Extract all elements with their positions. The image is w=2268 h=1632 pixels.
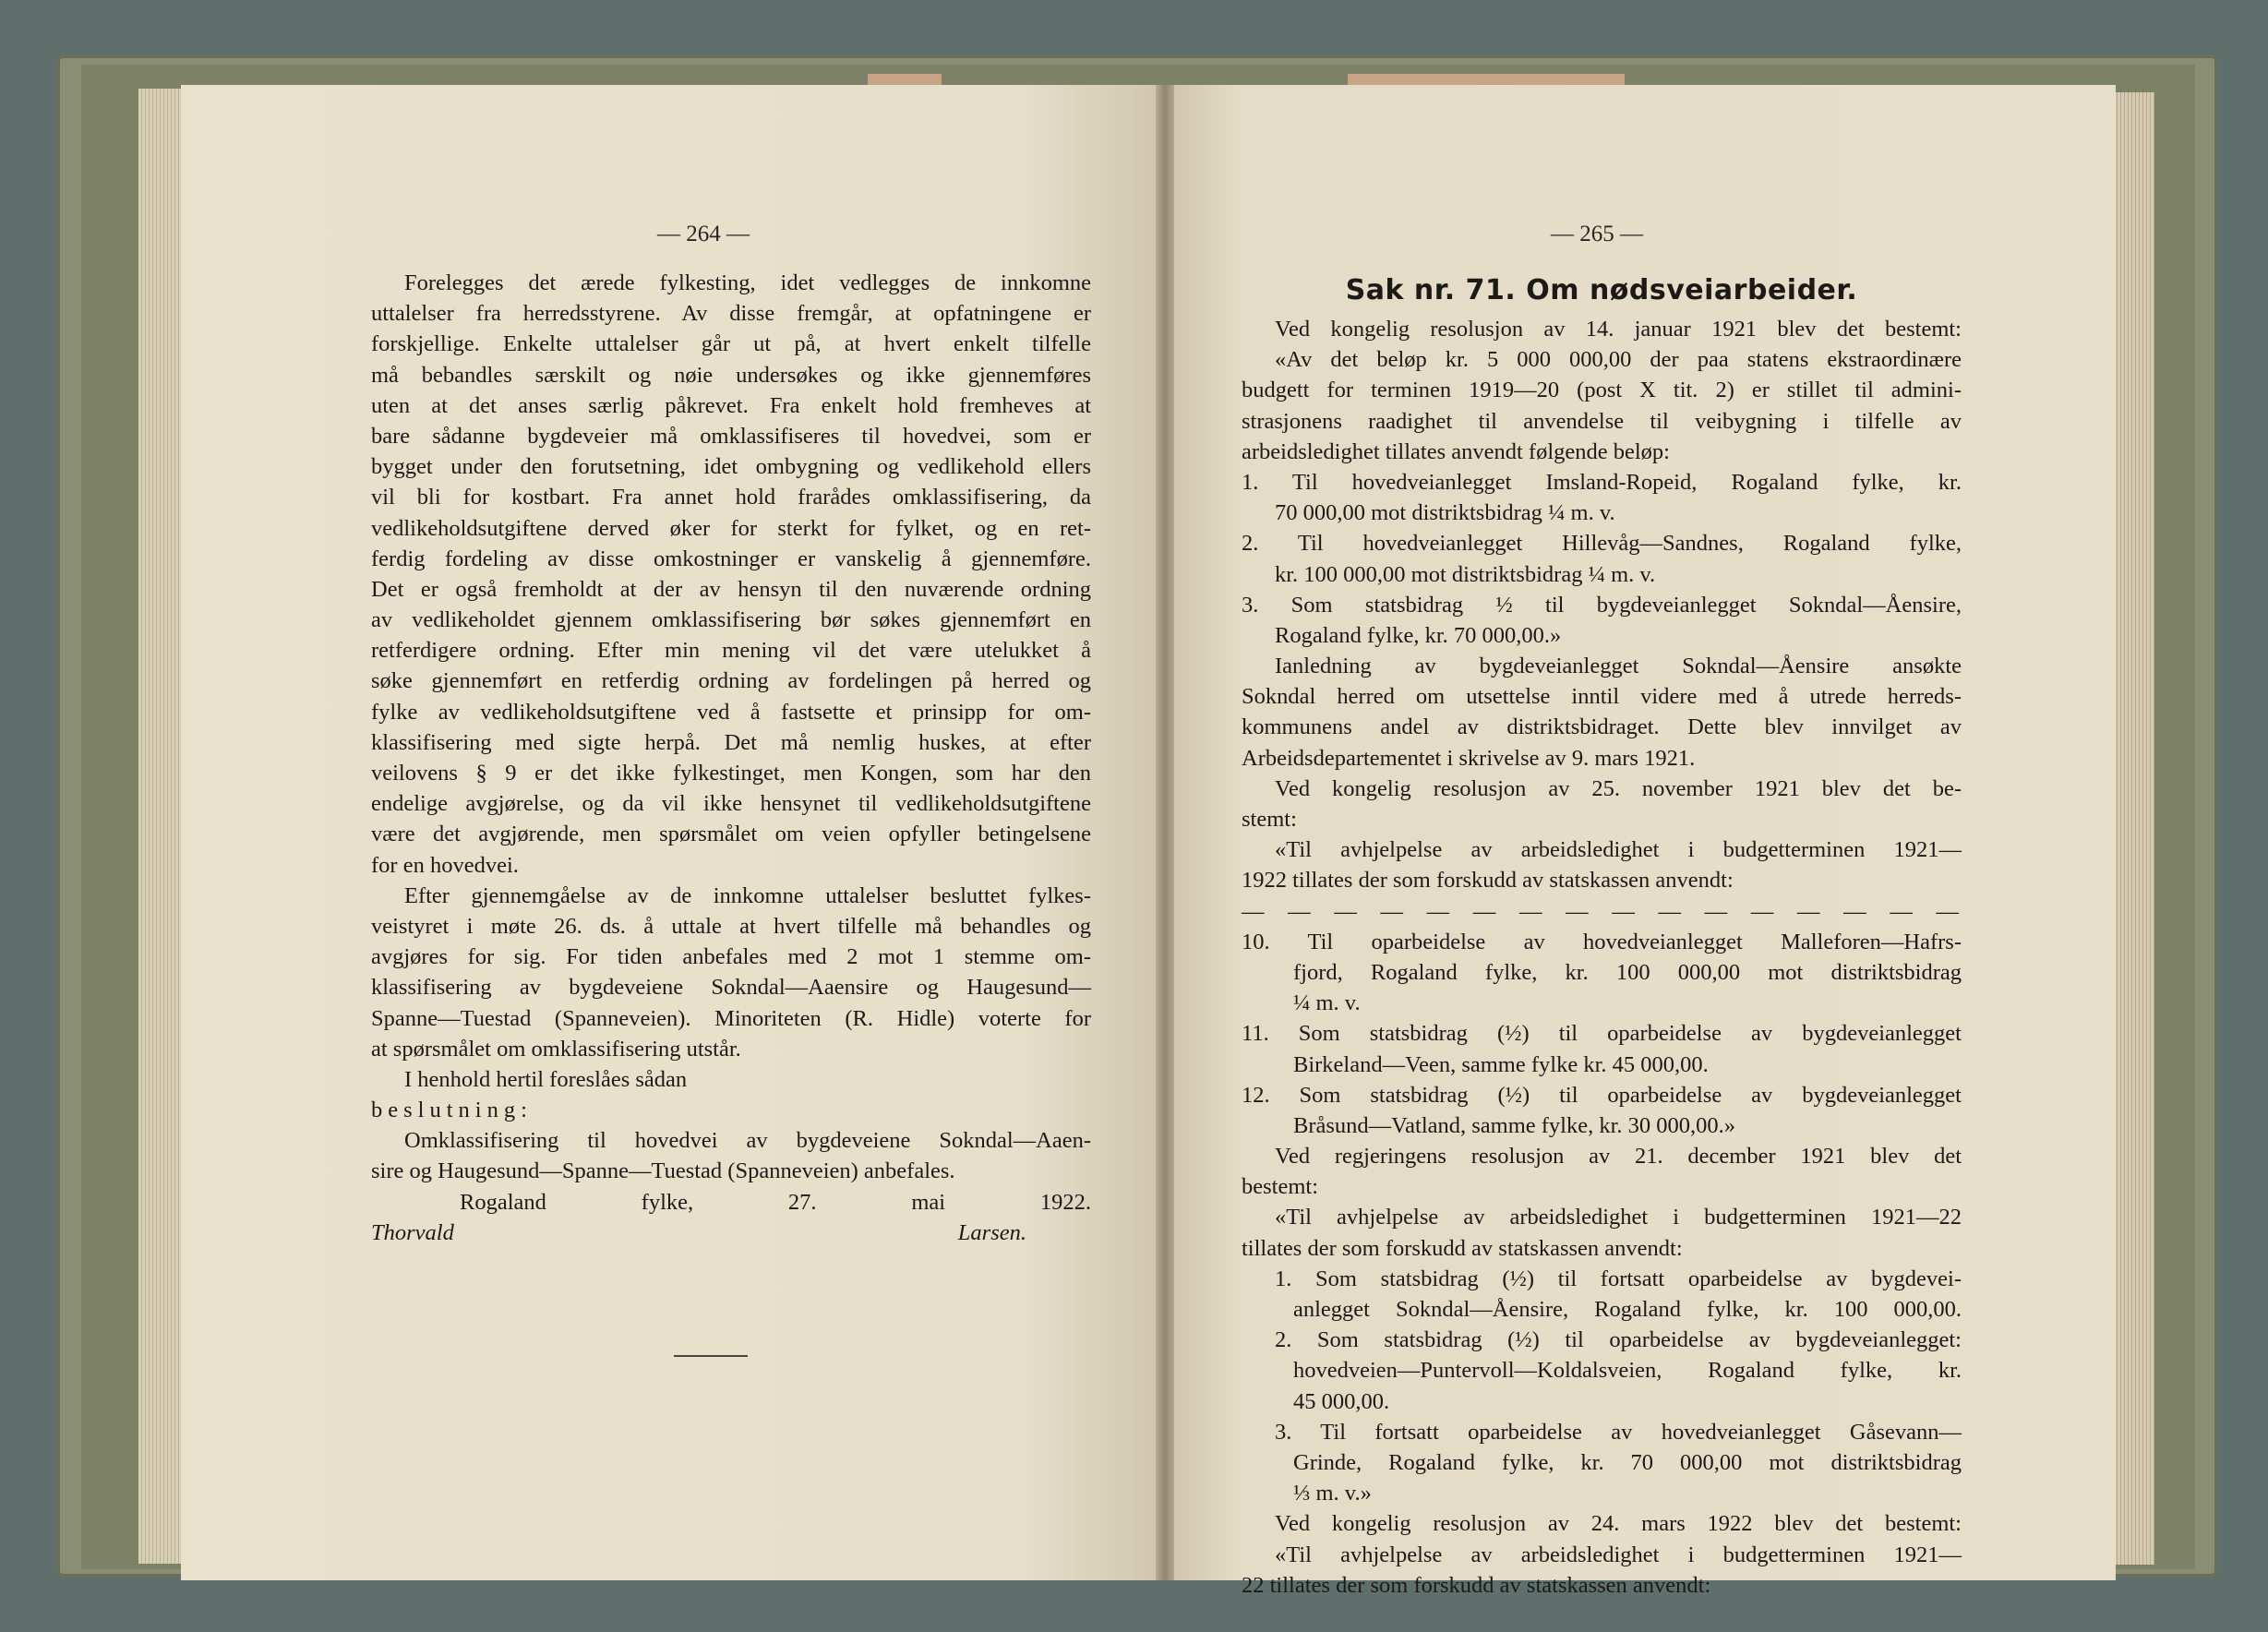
text-line: 2. Som statsbidrag (½) til oparbeidelse av bygdeveianlegget:	[1275, 1327, 1962, 1353]
left-page-text	[371, 268, 1091, 1248]
text-line: Ianledning av bygdeveianlegget Sokndal—Åensire ansøkte	[1275, 654, 1962, 679]
text-line: anlegget Sokndal—Åensire, Rogaland fylke, kr. 100 000,00.	[1293, 1297, 1962, 1322]
text-line: bestemt:	[1242, 1174, 1319, 1200]
text-line: fylke av vedlikeholdsutgiftene ved å fastsette et prinsipp for om-	[371, 699, 1091, 725]
text-line: Rogaland fylke, kr. 70 000,00.»	[1275, 622, 1562, 648]
right-page-lines	[1242, 314, 1962, 1601]
text-line: Bråsund—Vatland, samme fylke, kr. 30 000,00.»	[1293, 1112, 1736, 1138]
text-line: klassifisering av bygdeveiene Sokndal—Aaensire og Haugesund—	[371, 975, 1091, 1001]
text-line: veilovens § 9 er det ikke fylkestinget, men Kongen, som har den	[371, 761, 1091, 786]
text-line: 3. Til fortsatt oparbeidelse av hovedveianlegget Gåsevann—	[1275, 1419, 1962, 1445]
text-line: være det avgjørende, men spørsmålet om veien opfyller betingelsene	[371, 822, 1091, 847]
text-line: 12. Som statsbidrag (½) til oparbeidelse av bygdeveianlegget	[1242, 1082, 1962, 1108]
text-line: for en hovedvei.	[371, 852, 519, 878]
text-line: 10. Til oparbeidelse av hovedveianlegget Malleforen—Hafrs-	[1242, 929, 1962, 954]
text-line: 22 tillates der som forskudd av statskassen anvendt:	[1242, 1572, 1711, 1598]
right-page-text	[1242, 268, 1962, 1601]
text-line: Forelegges det ærede fylkesting, idet vedlegges de innkomne	[404, 270, 1091, 295]
text-line: kommunens andel av distriktsbidraget. Dette blev innvilget av	[1242, 714, 1962, 740]
text-line: retferdigere ordning. Efter min mening vil det være utelukket å	[371, 638, 1091, 664]
text-line: Sokndal herred om utsettelse inntil videre med å utrede herreds-	[1242, 684, 1962, 710]
text-line: 1922 tillates der som forskudd av statskassen anvendt:	[1242, 868, 1734, 894]
text-line: budgett for terminen 1919—20 (post X tit. 2) er stillet til admini-	[1242, 378, 1962, 403]
text-line: arbeidsledighet tillates anvendt følgende beløp:	[1242, 438, 1670, 464]
text-line: 1. Til hovedveianlegget Imsland-Ropeid, Rogaland fylke, kr.	[1242, 469, 1962, 495]
text-line: vil bli for kostbart. Fra annet hold frarådes omklassifisering, da	[371, 485, 1091, 510]
text-line: Det er også fremholdt at der av hensyn til den nuværende ordning	[371, 576, 1091, 602]
text-line: beslutning:	[371, 1098, 533, 1123]
text-line: Arbeidsdepartementet i skrivelse av 9. mars 1921.	[1242, 745, 1696, 771]
text-line: uten at det anses særlig påkrevet. Fra enkelt hold fremheves at	[371, 392, 1091, 418]
text-line: avgjøres for sig. For tiden anbefales med 2 mot 1 stemme om-	[371, 944, 1091, 970]
text-line: sire og Haugesund—Spanne—Tuestad (Spanneveien) anbefales.	[371, 1158, 955, 1184]
text-line: Ved regjeringens resolusjon av 21. december 1921 blev det	[1275, 1144, 1962, 1170]
text-line: Rogaland fylke, 27. mai 1922.	[460, 1189, 1091, 1215]
text-line: uttalelser fra herredsstyrene. Av disse fremgår, at opfatningene er	[371, 301, 1091, 327]
text-line: vedlikeholdsutgiftene derved øker for sterkt for fylket, og en ret-	[371, 515, 1091, 541]
signature-rule	[674, 1355, 748, 1357]
text-line: 45 000,00.	[1293, 1388, 1390, 1414]
text-line: 3. Som statsbidrag ½ til bygdeveianlegget Sokndal—Åensire,	[1242, 592, 1962, 618]
text-line: ferdig fordeling av disse omkostninger er vanskelig å gjennemføre.	[371, 546, 1091, 571]
text-line: 2. Til hovedveianlegget Hillevåg—Sandnes, Rogaland fylke,	[1242, 531, 1962, 557]
left-page-lines	[371, 268, 1091, 1248]
left-page-number: — 264 —	[657, 222, 750, 246]
text-line: «Til avhjelpelse av arbeidsledighet i budgetterminen 1921—	[1275, 837, 1962, 863]
text-line: — — — — — — — — — — — — — — — —	[1242, 898, 1962, 924]
text-line: I henhold hertil foreslåes sådan	[404, 1066, 688, 1092]
text-line: «Til avhjelpelse av arbeidsledighet i budgetterminen 1921—	[1275, 1542, 1962, 1567]
text-line: Thorvald Larsen.	[371, 1219, 1026, 1245]
text-line: veistyret i møte 26. ds. å uttale at hvert tilfelle må behandles og	[371, 913, 1091, 939]
text-line: «Av det beløp kr. 5 000 000,00 der paa statens ekstraordinære	[1275, 347, 1962, 373]
text-line: Spanne—Tuestad (Spanneveien). Minoriteten (R. Hidle) voterte for	[371, 1005, 1091, 1031]
text-line: at spørsmålet om omklassifisering utstår.	[371, 1036, 741, 1062]
text-line: Ved kongelig resolusjon av 14. januar 1921 blev det bestemt:	[1275, 317, 1962, 342]
page-edges-left	[138, 89, 185, 1564]
text-line: ¼ m. v.	[1293, 990, 1361, 1016]
text-line: bygget under den forutsetning, idet ombygning og vedlikehold ellers	[371, 454, 1091, 480]
text-line: endelige avgjørelse, og da vil ikke hensynet til vedlikeholdsutgiftene	[371, 791, 1091, 817]
text-line: søke gjennemført en retferdig ordning av fordelingen på herred og	[371, 668, 1091, 694]
text-line: hovedveien—Puntervoll—Koldalsveien, Rogaland fylke, kr.	[1293, 1358, 1962, 1384]
text-line: Ved kongelig resolusjon av 24. mars 1922 blev det bestemt:	[1275, 1511, 1962, 1537]
text-line: fjord, Rogaland fylke, kr. 100 000,00 mot distriktsbidrag	[1293, 959, 1962, 985]
text-line: klassifisering med sigte herpå. Det må nemlig huskes, at efter	[371, 729, 1091, 755]
text-line: Birkeland—Veen, samme fylke kr. 45 000,00.	[1293, 1051, 1709, 1077]
book-gutter	[1156, 85, 1174, 1580]
text-line: stemt:	[1242, 807, 1297, 832]
text-line: Efter gjennemgåelse av de innkomne uttalelser besluttet fylkes-	[404, 882, 1091, 908]
text-line: «Til avhjelpelse av arbeidsledighet i budgetterminen 1921—22	[1275, 1205, 1962, 1230]
text-line: av vedlikeholdet gjennem omklassifisering bør søkes gjennemført en	[371, 607, 1091, 633]
section-title: Sak nr. 71. Om nødsveiarbeider.	[1345, 274, 1858, 306]
text-line: strasjonens raadighet til anvendelse til veibygning i tilfelle av	[1242, 408, 1962, 434]
text-line: Omklassifisering til hovedvei av bygdeveiene Sokndal—Aaen-	[404, 1128, 1091, 1154]
text-line: 1. Som statsbidrag (½) til fortsatt oparbeidelse av bygdevei-	[1275, 1266, 1962, 1291]
text-line: 11. Som statsbidrag (½) til oparbeidelse av bygdeveianlegget	[1242, 1021, 1962, 1047]
page-edges-right	[2114, 92, 2154, 1565]
text-line: kr. 100 000,00 mot distriktsbidrag ¼ m. v.	[1275, 561, 1656, 587]
text-line: bare sådanne bygdeveier må omklassifiseres til hovedvei, som er	[371, 423, 1091, 449]
text-line: ⅓ m. v.»	[1293, 1481, 1372, 1506]
text-line: Ved kongelig resolusjon av 25. november 1921 blev det be-	[1275, 775, 1962, 801]
text-line: tillates der som forskudd av statskassen anvendt:	[1242, 1235, 1683, 1261]
right-page-number: — 265 —	[1551, 222, 1643, 246]
text-line: 70 000,00 mot distriktsbidrag ¼ m. v.	[1275, 500, 1615, 526]
text-line: forskjellige. Enkelte uttalelser går ut på, at hvert enkelt tilfelle	[371, 331, 1091, 357]
text-line: må bebandles særskilt og nøie undersøkes og ikke gjennemføres	[371, 362, 1091, 388]
text-line: Grinde, Rogaland fylke, kr. 70 000,00 mot distriktsbidrag	[1293, 1449, 1962, 1475]
